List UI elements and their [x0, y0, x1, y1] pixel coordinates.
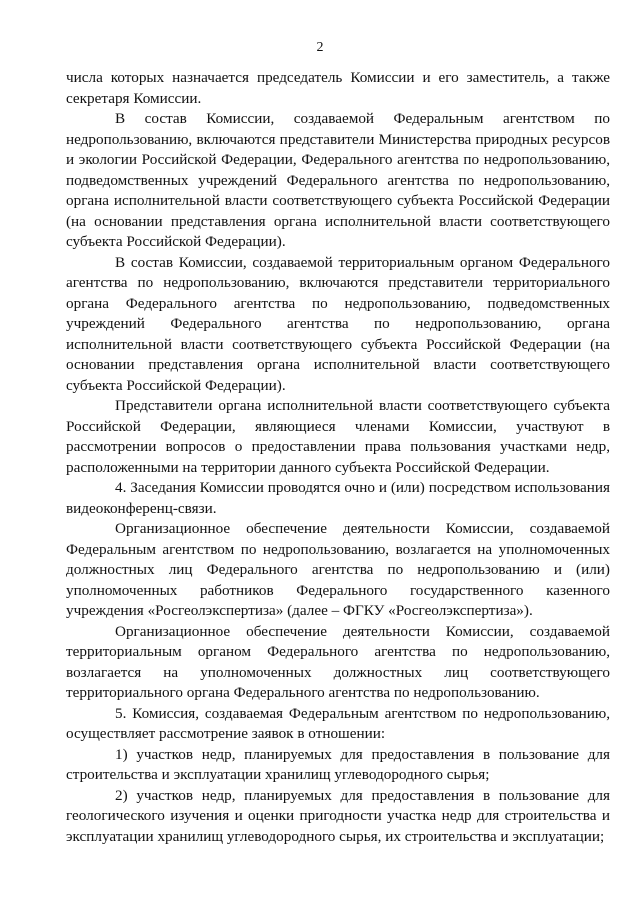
paragraph-territorial-commission-composition: В состав Комиссии, создаваемой территориальным органом Федерального агентства по недропользованию, включаются представители территориального органа Федерального агентства по недропользованию, подведомственных учреждений Федерального агентства по недропользованию, органа исполнительной власти соответствующего субъекта Российской Федерации (на основании представления органа исполнительной власти соответствующего субъекта Российской Федерации). [66, 253, 610, 394]
paragraph-regional-representatives: Представители органа исполнительной власти соответствующего субъекта Российской Федерации, являющиеся членами Комиссии, участвуют в рассмотрении вопросов о предоставлении права пользования участками недр, расположенными на территории данного субъекта Российской Федерации. [66, 397, 610, 476]
paragraph-clause-4-meetings: 4. Заседания Комиссии проводятся очно и (или) посредством использования видеоконференц-связи. [66, 479, 610, 517]
list-item-1: 1) участков недр, планируемых для предоставления в пользование для строительства и эксплуатации хранилищ углеводородного сырья; [66, 745, 610, 783]
paragraph-clause-5-applications: 5. Комиссия, создаваемая Федеральным агентством по недропользованию, осуществляет рассмотрение заявок в отношении: [66, 704, 610, 742]
list-item-2: 2) участков недр, планируемых для предоставления в пользование для геологического изучения и оценки пригодности участка недр для строительства и эксплуатации хранилищ углеводородного сырья, их строительства и эксплуатации; [66, 786, 610, 845]
paragraph-continuation: числа которых назначается председатель Комиссии и его заместитель, а также секретаря Комиссии. [66, 69, 610, 107]
paragraph-federal-organizational-support: Организационное обеспечение деятельности Комиссии, создаваемой Федеральным агентством по недропользованию, возлагается на уполномоченных должностных лиц Федерального агентства по недропользованию и (или) уполномоченных работников Федерального государственного казенного учреждения «Росгеолэкспертиза» (далее – ФГКУ «Росгеолэкспертиза»). [66, 520, 610, 619]
document-body [66, 68, 610, 847]
paragraph-territorial-organizational-support: Организационное обеспечение деятельности Комиссии, создаваемой территориальным органом Федерального агентства по недропользованию, возлагается на уполномоченных должностных лиц соответствующего территориального органа Федерального агентства по недропользованию. [66, 622, 610, 701]
page-number: 2 [316, 40, 324, 55]
paragraph-federal-commission-composition: В состав Комиссии, создаваемой Федеральным агентством по недропользованию, включаются представители Министерства природных ресурсов и экологии Российской Федерации, Федерального агентства по недропользованию, подведомственных учреждений Федерального агентства по недропользованию, органа исполнительной власти соответствующего субъекта Российской Федерации (на основании представления органа исполнительной власти соответствующего субъекта Российской Федерации). [66, 110, 610, 250]
